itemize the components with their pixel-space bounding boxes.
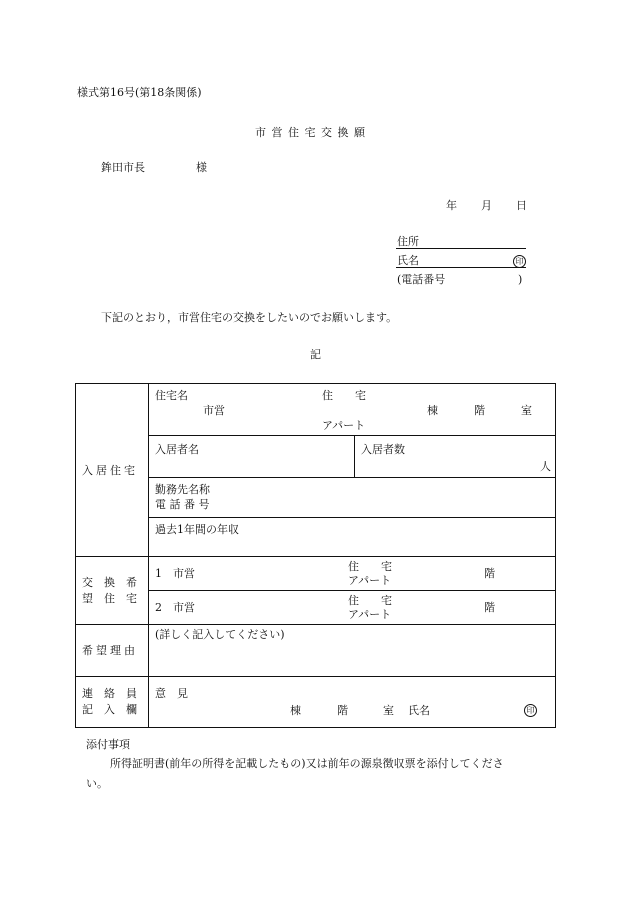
table-rule — [75, 676, 556, 677]
exchange-row-2-jutaku: 住 宅 — [348, 594, 392, 607]
reason-header: 希望理由 — [82, 644, 138, 657]
page-title: 市 営 住 宅 交 換 願 — [255, 126, 366, 139]
liaison-name-label: 氏名 — [408, 704, 430, 717]
form-number: 様式第16号(第18条関係) — [77, 86, 202, 99]
liaison-building-unit: 棟 — [290, 704, 301, 717]
ki-mark: 記 — [310, 348, 321, 361]
attachments-line2: い。 — [86, 777, 108, 790]
housing-floor-unit: 階 — [474, 404, 485, 417]
exchange-row-2-city: 市営 — [173, 601, 195, 614]
workplace-phone-label: 電 話 番 号 — [155, 498, 210, 511]
housing-type-apart: アパート — [322, 419, 366, 432]
housing-building-unit: 棟 — [427, 404, 438, 417]
applicant-address-label: 住所 — [397, 235, 419, 248]
date-month: 月 — [481, 199, 492, 212]
name-underline — [396, 267, 526, 268]
addressee-name: 鉾田市長 — [101, 161, 145, 174]
table-rule — [148, 517, 556, 518]
intro-text: 下記のとおり，市営住宅の交換をしたいのでお願いします。 — [101, 311, 398, 324]
date-year: 年 — [446, 199, 457, 212]
liaison-opinion-label: 意 見 — [155, 687, 188, 700]
liaison-room-unit: 室 — [383, 704, 394, 717]
housing-name-label: 住宅名 — [155, 389, 188, 402]
housing-room-unit: 室 — [521, 404, 532, 417]
exchange-row-1-city: 市営 — [173, 567, 195, 580]
attachments-heading: 添付事項 — [86, 738, 130, 751]
current-housing-header: 入居住宅 — [82, 464, 138, 477]
applicant-phone-close: ) — [518, 273, 523, 286]
workplace-label: 勤務先名称 — [155, 483, 210, 496]
exchange-row-2-floor: 階 — [484, 601, 495, 614]
tenant-count-label: 入居者数 — [361, 443, 405, 456]
table-rule — [354, 435, 355, 477]
table-rule — [75, 624, 556, 625]
address-underline — [396, 248, 526, 249]
exchange-row-1-number: 1 — [155, 567, 162, 580]
addressee-honorific: 様 — [196, 161, 207, 174]
tenant-name-label: 入居者名 — [155, 443, 199, 456]
reason-note: (詳しく記入してください) — [155, 628, 285, 641]
seal-mark: 印 — [513, 255, 526, 268]
exchange-row-1-apart: アパート — [348, 574, 392, 587]
housing-type-jutaku: 住 宅 — [322, 389, 366, 402]
exchange-row-1-jutaku: 住 宅 — [348, 560, 392, 573]
exchange-header-line2: 望 住 宅 — [82, 592, 137, 605]
applicant-phone-label: (電話番号 — [397, 273, 446, 286]
tenant-count-unit: 人 — [540, 460, 551, 473]
table-rule — [148, 477, 556, 478]
exchange-header-line1: 交 換 希 — [82, 576, 137, 589]
liaison-header-line1: 連 絡 員 — [82, 687, 137, 700]
exchange-row-1-floor: 階 — [484, 567, 495, 580]
table-rule — [148, 590, 556, 591]
liaison-seal-mark: 印 — [524, 704, 537, 717]
exchange-row-2-apart: アパート — [348, 608, 392, 621]
liaison-floor-unit: 階 — [337, 704, 348, 717]
applicant-name-label: 氏名 — [397, 254, 419, 267]
exchange-row-2-number: 2 — [155, 601, 162, 614]
attachments-line1: 所得証明書(前年の所得を記載したもの)又は前年の源泉徴収票を添付してくださ — [110, 757, 504, 770]
income-label: 過去1年間の年収 — [155, 523, 239, 536]
table-rule — [75, 556, 556, 557]
liaison-header-line2: 記 入 欄 — [82, 703, 137, 716]
table-rule — [148, 435, 556, 436]
housing-city: 市営 — [203, 404, 225, 417]
date-day: 日 — [516, 199, 527, 212]
